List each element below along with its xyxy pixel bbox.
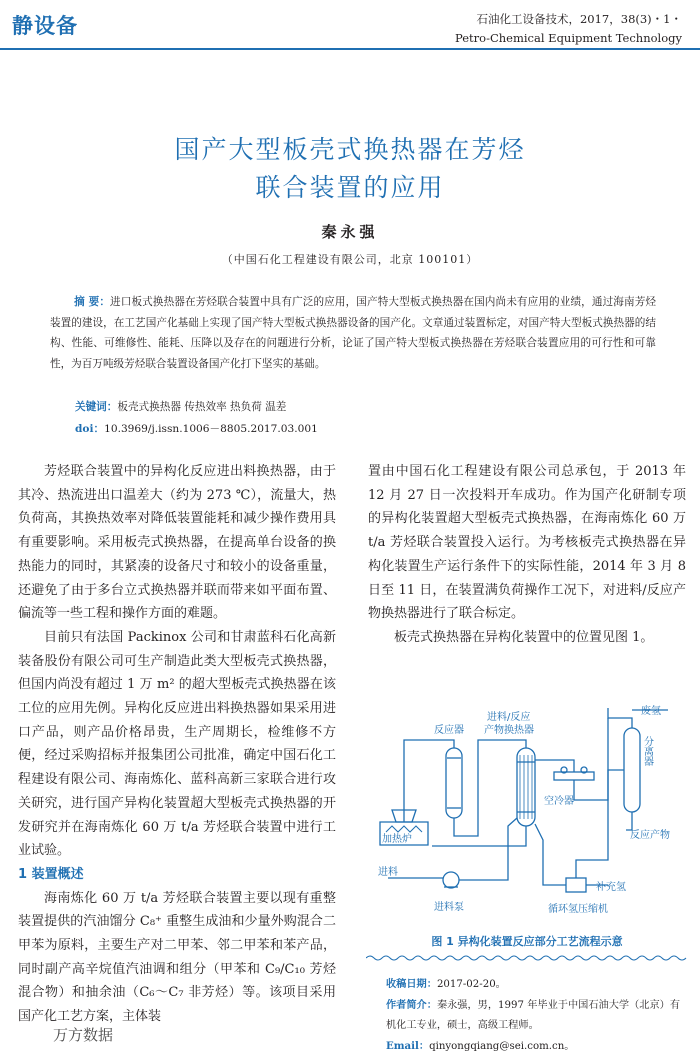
abstract-text: 进口板式换热器在芳烃联合装置中具有广泛的应用，国产特大型板式换热器在国内尚未有应用的业绩，通过海南芳烃装置的建设，在工艺国产化基础上实现了国产特大型板式换热器设备的国产化。文章通过装置标定，对国产特大型板式换热器的结构、性能、可维修性、能耗、压降以及存在的问题进行分析，论证了国产特大型板式换热器在芳烃联合装置应用的可行性和可靠性，为百万吨级芳烃联合装置设备国产化打下坚实的基础。 bbox=[50, 296, 656, 370]
article-title-line-2: 联合装置的应用 bbox=[255, 173, 445, 202]
label-reactor: 反应器 bbox=[434, 725, 464, 736]
journal-citation: 石油化工设备技术，2017，38(3)・1・ bbox=[476, 12, 682, 26]
author-bio-label: 作者简介： bbox=[386, 999, 437, 1011]
watermark: 万方数据 bbox=[53, 1026, 114, 1044]
abstract-label: 摘 要： bbox=[74, 296, 111, 308]
author-bio bbox=[386, 995, 686, 1036]
separator-vessel bbox=[624, 728, 640, 812]
header-rule bbox=[0, 48, 700, 50]
received-value: 2017-02-20。 bbox=[436, 979, 506, 990]
pipe-feed-to-exchanger bbox=[459, 818, 517, 880]
journal-english-name: Petro-Chemical Equipment Technology bbox=[455, 31, 682, 45]
pipe-cooler-to-separator bbox=[574, 770, 624, 800]
label-separator: 分离器 bbox=[641, 736, 653, 766]
paragraph: 板壳式换热器在异构化装置中的位置见图 1。 bbox=[394, 629, 654, 645]
label-air-cooler: 空冷器 bbox=[544, 796, 574, 807]
feed-pump-symbol bbox=[443, 872, 459, 888]
affiliation: （中国石化工程建设有限公司，北京 100101） bbox=[221, 253, 479, 266]
process-flow-diagram bbox=[368, 700, 688, 925]
email-value: qinyongqiang@sei.com.cn。 bbox=[429, 1041, 575, 1052]
air-cooler-bundle bbox=[554, 772, 594, 780]
paragraph: 芳烃联合装置中的异构化反应进出料换热器，由于其冷、热流进出口温差大（约为 273 ℃），流量大，热负荷高，其换热效率对降低装置能耗和减少操作费用具有重要影响。采用板壳式换热器，在提高单台设备的换热能力的同时，其紧凑的设备尺寸和较小的设备重量，还避免了由于多台立式换热器并联而带来如平面布置、偏流等一些工程和操作方面的难题。 bbox=[18, 464, 336, 622]
article-title-line-1: 国产大型板壳式换热器在芳烃 bbox=[174, 135, 526, 164]
section-heading: 1 装置概述 bbox=[18, 866, 84, 882]
keywords bbox=[75, 399, 286, 414]
figure-caption: 图 1 异构化装置反应部分工艺流程示意 bbox=[431, 935, 623, 948]
furnace-coil bbox=[386, 826, 422, 832]
right-column bbox=[368, 460, 686, 650]
journal-info bbox=[455, 10, 682, 48]
label-compressor: 循环氢压缩机 bbox=[548, 904, 608, 915]
article-notes bbox=[386, 974, 686, 1057]
pipe-exchanger-to-cooler bbox=[535, 760, 574, 772]
keywords-label: 关键词： bbox=[75, 401, 118, 413]
section-label: 静设备 bbox=[12, 15, 78, 38]
pipe-product bbox=[626, 812, 632, 830]
left-column bbox=[18, 460, 336, 1029]
label-feed-pump: 进料泵 bbox=[434, 902, 464, 913]
label-makeup-h2: 补充氢 bbox=[596, 882, 626, 893]
pipe-reactor-to-exchanger bbox=[454, 740, 526, 836]
pipe-recycle-gas bbox=[576, 718, 608, 878]
email-label: Email： bbox=[386, 1040, 430, 1052]
abstract bbox=[50, 292, 656, 374]
separator-wave bbox=[366, 954, 688, 962]
author-email bbox=[386, 1036, 686, 1057]
pipe-separator-top bbox=[608, 708, 632, 728]
compressor-symbol bbox=[566, 878, 586, 892]
author-name: 秦永强 bbox=[321, 223, 379, 241]
author-bio-text: 秦永强，男，1997 年毕业于中国石油大学（北京）有机化工专业，硕士，高级工程师。 bbox=[386, 1000, 681, 1031]
paragraph: 置由中国石化工程建设有限公司总承包，于 2013 年 12 月 27 日一次投料开车成功。作为国产化研制专项的异构化装置超大型板壳式换热器，在海南炼化 60 万 t/a 芳烃联合装置投入运行。为考核板壳式换热器在异构化装置生产运行条件下的实际性能，2014 年 3 月 8 日至 11 日，在装置满负荷操作工况下，对进料/反应产物换热器进行了联合标定。 bbox=[368, 464, 686, 622]
doi-label: doi： bbox=[75, 423, 105, 435]
doi bbox=[75, 421, 318, 436]
label-product: 反应产物 bbox=[630, 830, 670, 841]
label-exchanger-2: 产物换热器 bbox=[484, 725, 534, 736]
label-exchanger-1: 进料/反应 bbox=[487, 712, 531, 723]
doi-text: 10.3969/j.issn.1006－8805.2017.03.001 bbox=[104, 423, 318, 435]
pipe-compressor-to-exchanger bbox=[535, 824, 566, 885]
paragraph: 海南炼化 60 万 t/a 芳烃联合装置主要以现有重整装置提供的汽油馏分 C₈⁺ 重整生成油和少量外购混合二甲苯为原料，主要生产对二甲苯、邻二甲苯和苯产品，同时副产高辛烷值汽油调和组分（甲苯和 C₉/C₁₀ 芳烃混合物）和抽余油（C₆～C₇ 非芳烃）等。该项目采用国产化工艺方案，主体装 bbox=[18, 890, 336, 1025]
keywords-text: 板壳式换热器 传热效率 热负荷 温差 bbox=[117, 401, 287, 413]
received-date bbox=[386, 974, 686, 995]
label-offgas: 废氢 bbox=[641, 706, 661, 717]
paragraph: 目前只有法国 Packinox 公司和甘肃蓝科石化高新装备股份有限公司可生产制造此类大型板壳式换热器，但国内尚没有超过 1 万 m² 的超大型板壳式换热器在该工位的应用先例。异构化反应进出料换热器如果采用进口产品，则产品价格昂贵，生产周期长，检维修不方便，经过采购招标并报集团公司批准，确定中国石化工程建设有限公司、海南炼化、蓝科高新三家联合进行攻关研究，进行国产异构化装置超大型板壳式换热器的开发研究并在海南炼化 60 万 t/a 芳烃联合装置中进行工业试验。 bbox=[18, 629, 336, 859]
received-label: 收稿日期： bbox=[386, 978, 437, 990]
pipe-exchanger-to-furnace bbox=[432, 826, 526, 846]
label-furnace: 加热炉 bbox=[382, 834, 412, 845]
label-feed: 进料 bbox=[378, 867, 398, 878]
